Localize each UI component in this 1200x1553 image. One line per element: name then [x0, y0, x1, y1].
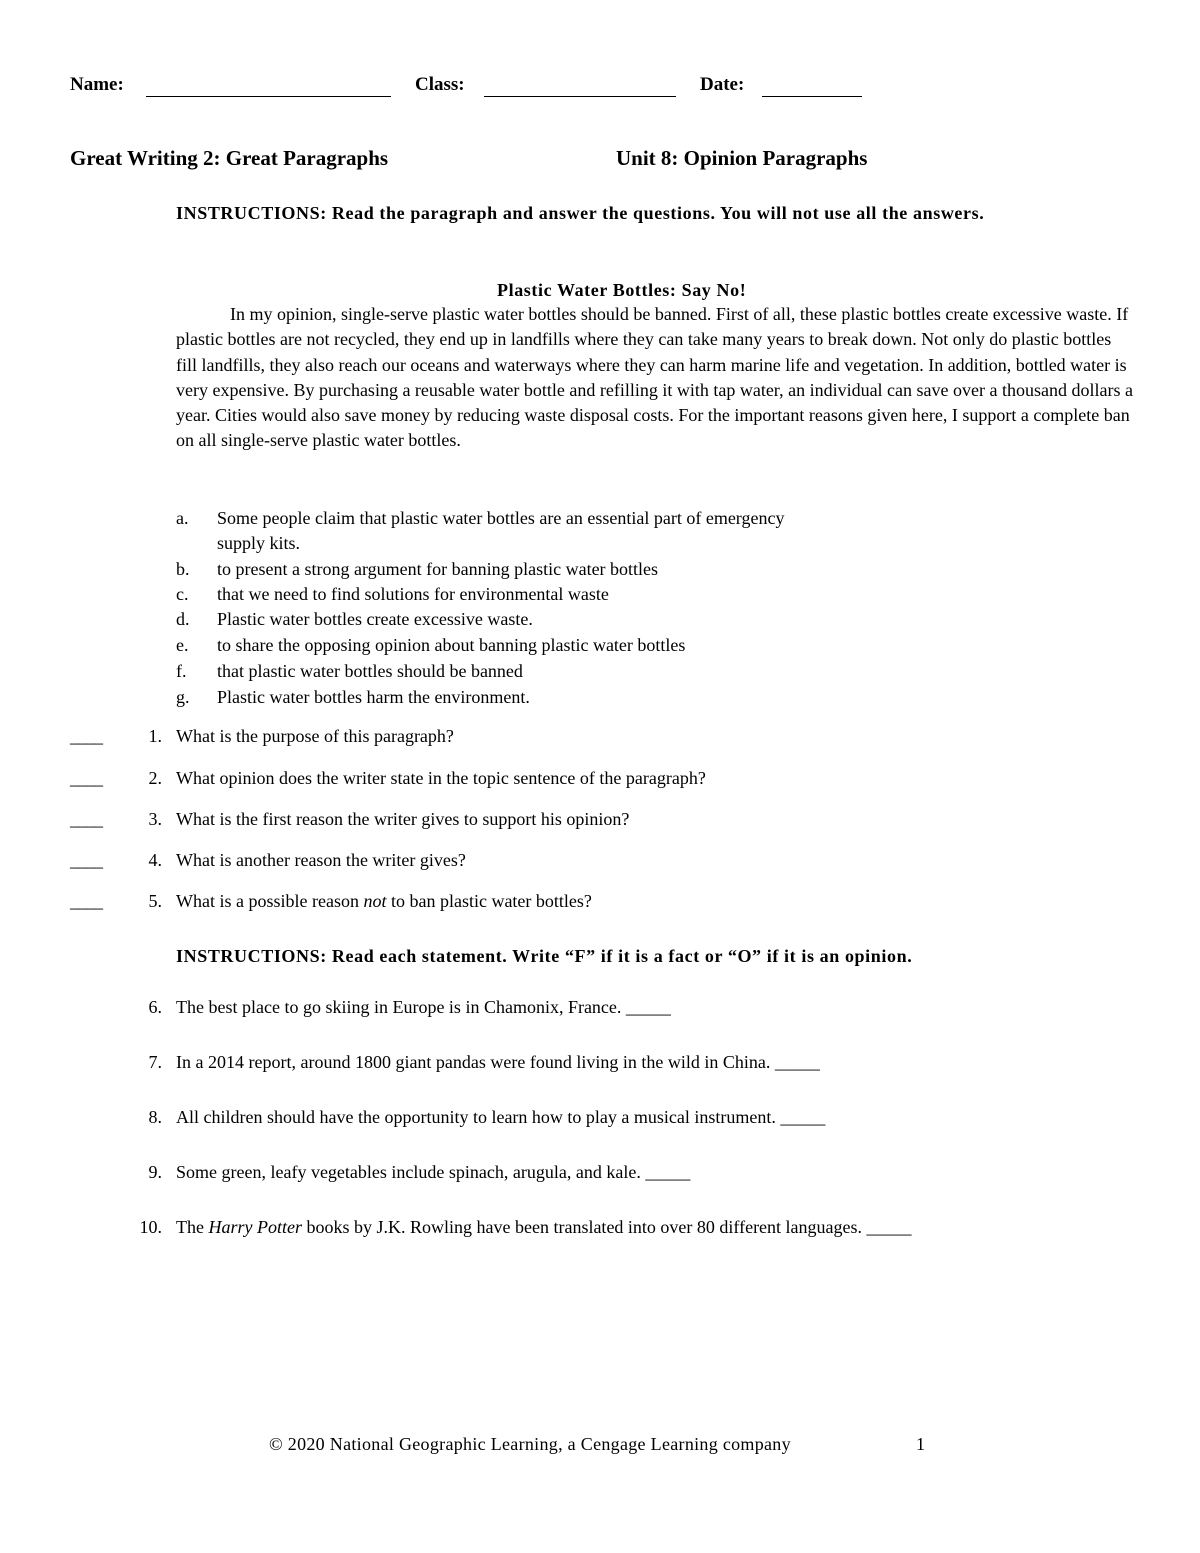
question-text: [176, 891, 592, 912]
answer-option-c: that we need to find solutions for environmental waste: [217, 584, 609, 604]
answer-option-a-cont: supply kits.: [217, 533, 301, 553]
question-text-part: to ban plastic water bottles?: [386, 891, 592, 911]
question-text: What is the purpose of this paragraph?: [176, 726, 454, 746]
name-field[interactable]: [146, 78, 391, 97]
date-field[interactable]: [762, 78, 862, 97]
statement-text-part: The: [176, 1217, 209, 1237]
answer-letter: g.: [176, 687, 190, 707]
paragraph-title: Plastic Water Bottles: Say No!: [497, 280, 747, 300]
question-text: What is another reason the writer gives?: [176, 850, 466, 870]
answer-option-f: that plastic water bottles should be banned: [217, 661, 523, 681]
statement-number: 9.: [148, 1162, 162, 1182]
question-text-part: What is a possible reason: [176, 891, 364, 911]
class-label: Class:: [415, 74, 465, 95]
answer-letter: d.: [176, 609, 190, 629]
copyright-notice: © 2020 National Geographic Learning, a Cengage Learning company: [269, 1434, 791, 1454]
answer-letter: c.: [176, 584, 189, 604]
question-number: 4.: [148, 850, 162, 870]
answer-option-e: to share the opposing opinion about banning plastic water bottles: [217, 635, 686, 655]
answer-option-b: to present a strong argument for banning plastic water bottles: [217, 559, 659, 579]
question-number: 1.: [148, 726, 162, 746]
question-number: 3.: [148, 809, 162, 829]
question-answer-blank[interactable]: ____: [70, 850, 102, 870]
answer-letter: b.: [176, 559, 190, 579]
answer-letter: e.: [176, 635, 189, 655]
question-number: 5.: [148, 891, 162, 911]
question-answer-blank[interactable]: ____: [70, 891, 102, 911]
paragraph-text: In my opinion, single-serve plastic water bottles should be banned. First of all, these plastic bottles create excessive waste. If plastic bottles are not recycled, they end up in landfills where they can take many years to break down. Not only do plastic bottles fill landfills, they also reach our oceans and waterways where they can harm marine life and vegetation. In addition, bottled water is very expensive. By purchasing a reusable water bottle and refilling it with tap water, an individual can save over a thousand dollars a year. Cities would also save money by reducing waste disposal costs. For the important reasons given here, I support a complete ban on all single-serve plastic water bottles.: [176, 304, 1133, 451]
answer-option-d: Plastic water bottles create excessive waste.: [217, 609, 533, 629]
unit-title: Unit 8: Opinion Paragraphs: [616, 146, 868, 170]
statement-number: 8.: [148, 1107, 162, 1127]
book-title-emphasis: Harry Potter: [208, 1217, 302, 1237]
statement-number: 10.: [139, 1217, 162, 1237]
statement-text: [176, 1217, 912, 1238]
question-answer-blank[interactable]: ____: [70, 726, 102, 746]
class-field[interactable]: [484, 78, 676, 97]
question-text: What is the first reason the writer gives to support his opinion?: [176, 809, 630, 829]
answer-option-g: Plastic water bottles harm the environment.: [217, 687, 530, 707]
answer-letter: a.: [176, 508, 189, 528]
page-number: 1: [916, 1434, 926, 1454]
statement-number: 6.: [148, 997, 162, 1017]
statement-text: Some green, leafy vegetables include spinach, arugula, and kale. _____: [176, 1162, 691, 1182]
statement-text: The best place to go skiing in Europe is in Chamonix, France. _____: [176, 997, 671, 1017]
question-text: What opinion does the writer state in the topic sentence of the paragraph?: [176, 768, 706, 788]
statement-text: In a 2014 report, around 1800 giant pandas were found living in the wild in China. _____: [176, 1052, 820, 1072]
question-number: 2.: [148, 768, 162, 788]
answer-option-a: Some people claim that plastic water bottles are an essential part of emergency: [217, 508, 785, 528]
question-text-emphasis: not: [363, 891, 387, 911]
name-label: Name:: [70, 74, 124, 95]
date-label: Date:: [700, 74, 745, 95]
statement-number: 7.: [148, 1052, 162, 1072]
section2-instructions: INSTRUCTIONS: Read each statement. Write “F” if it is a fact or “O” if it is an opinion.: [176, 946, 913, 966]
statement-text-part: books by J.K. Rowling have been translated into over 80 different languages. _____: [301, 1217, 912, 1237]
reading-paragraph: [176, 302, 1136, 454]
question-answer-blank[interactable]: ____: [70, 768, 102, 788]
section1-instructions: INSTRUCTIONS: Read the paragraph and answer the questions. You will not use all the answers.: [176, 203, 985, 223]
answer-letter: f.: [176, 661, 187, 681]
statement-text: All children should have the opportunity to learn how to play a musical instrument. _____: [176, 1107, 826, 1127]
book-title: Great Writing 2: Great Paragraphs: [70, 146, 389, 170]
question-answer-blank[interactable]: ____: [70, 809, 102, 829]
